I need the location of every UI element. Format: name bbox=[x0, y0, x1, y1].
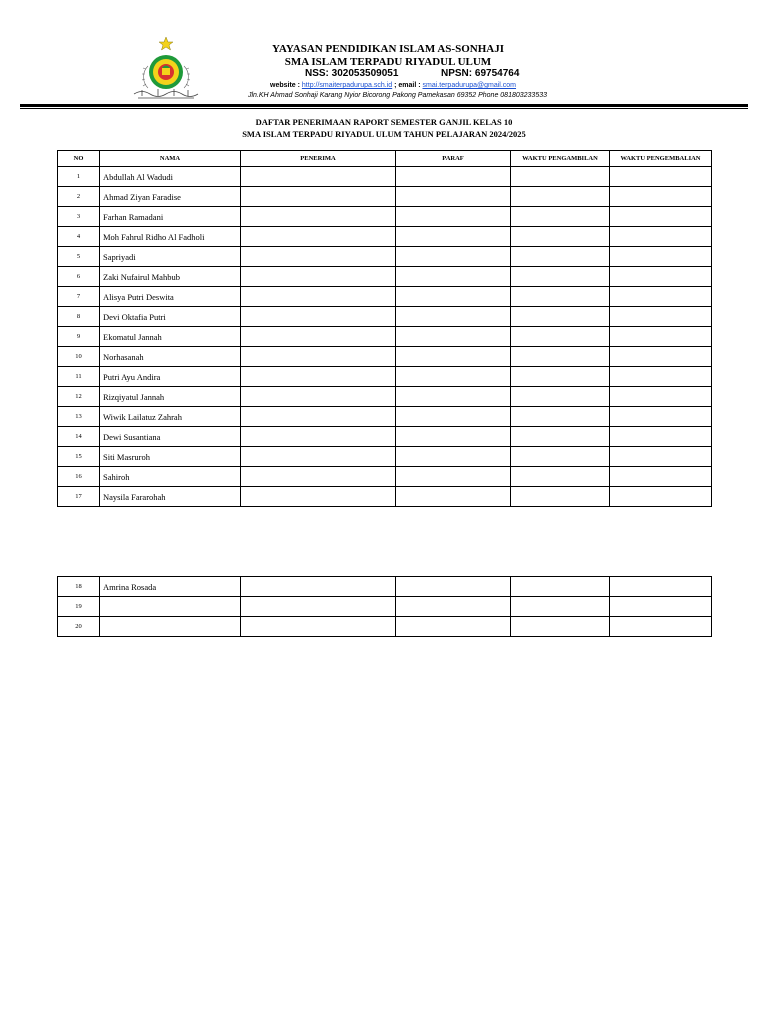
penerima-cell[interactable] bbox=[241, 577, 396, 597]
student-name: Zaki Nufairul Mahbub bbox=[100, 267, 241, 287]
header-nama: NAMA bbox=[100, 151, 241, 167]
waktu-pengambilan-cell[interactable] bbox=[511, 307, 610, 327]
row-number: 4 bbox=[58, 227, 100, 247]
waktu-pengembalian-cell[interactable] bbox=[610, 187, 712, 207]
nss-number: NSS: 302053509051 bbox=[305, 68, 399, 79]
letterhead-divider-thin bbox=[20, 108, 748, 109]
waktu-pengembalian-cell[interactable] bbox=[610, 167, 712, 187]
logo-calligraphy-icon bbox=[134, 89, 198, 98]
student-name: Rizqiyatul Jannah bbox=[100, 387, 241, 407]
student-name: Amrina Rosada bbox=[100, 577, 241, 597]
table-row bbox=[58, 327, 712, 347]
waktu-pengembalian-cell[interactable] bbox=[610, 327, 712, 347]
row-number: 1 bbox=[58, 167, 100, 187]
table-row bbox=[58, 267, 712, 287]
table-row bbox=[58, 617, 712, 637]
waktu-pengambilan-cell[interactable] bbox=[511, 347, 610, 367]
waktu-pengambilan-cell[interactable] bbox=[511, 247, 610, 267]
email-link[interactable]: smai.terpadurupa@gmail.com bbox=[422, 82, 517, 89]
penerima-cell[interactable] bbox=[241, 597, 396, 617]
header-penerima: PENERIMA bbox=[241, 151, 396, 167]
row-number: 17 bbox=[58, 487, 100, 507]
waktu-pengembalian-cell[interactable] bbox=[610, 447, 712, 467]
student-name: Wiwik Lailatuz Zahrah bbox=[100, 407, 241, 427]
waktu-pengembalian-cell[interactable] bbox=[610, 427, 712, 447]
penerima-cell[interactable] bbox=[241, 227, 396, 247]
student-name: Alisya Putri Deswita bbox=[100, 287, 241, 307]
penerima-cell[interactable] bbox=[241, 427, 396, 447]
row-number: 7 bbox=[58, 287, 100, 307]
table-row bbox=[58, 207, 712, 227]
school-ids bbox=[228, 68, 548, 82]
waktu-pengembalian-cell[interactable] bbox=[610, 387, 712, 407]
waktu-pengambilan-cell[interactable] bbox=[511, 427, 610, 447]
paraf-cell[interactable] bbox=[396, 167, 511, 187]
waktu-pengembalian-cell[interactable] bbox=[610, 247, 712, 267]
paraf-cell[interactable] bbox=[396, 327, 511, 347]
table-row bbox=[58, 467, 712, 487]
waktu-pengambilan-cell[interactable] bbox=[511, 227, 610, 247]
student-name: Siti Masruroh bbox=[100, 447, 241, 467]
row-number: 2 bbox=[58, 187, 100, 207]
document-title: DAFTAR PENERIMAAN RAPORT SEMESTER GANJIL KELAS 10 bbox=[255, 117, 513, 127]
table-row bbox=[58, 427, 712, 447]
row-number: 13 bbox=[58, 407, 100, 427]
waktu-pengembalian-cell[interactable] bbox=[610, 207, 712, 227]
row-number: 12 bbox=[58, 387, 100, 407]
paraf-cell[interactable] bbox=[396, 207, 511, 227]
waktu-pengembalian-cell[interactable] bbox=[610, 577, 712, 597]
school-address: Jln.KH Ahmad Sonhaji Karang Nyior Bicorong Pakong Pamekasan 69352 Phone 081803233533 bbox=[248, 92, 548, 99]
student-name: Moh Fahrul Ridho Al Fadholi bbox=[100, 227, 241, 247]
waktu-pengembalian-cell[interactable] bbox=[610, 597, 712, 617]
student-name: Dewi Susantiana bbox=[100, 427, 241, 447]
table-row bbox=[58, 597, 712, 617]
row-number: 18 bbox=[58, 577, 100, 597]
waktu-pengembalian-cell[interactable] bbox=[610, 407, 712, 427]
waktu-pengambilan-cell[interactable] bbox=[511, 617, 610, 637]
report-receipt-table bbox=[57, 150, 712, 507]
penerima-cell[interactable] bbox=[241, 247, 396, 267]
waktu-pengembalian-cell[interactable] bbox=[610, 367, 712, 387]
student-name: Sahiroh bbox=[100, 467, 241, 487]
table-header-row bbox=[58, 151, 712, 167]
waktu-pengambilan-cell[interactable] bbox=[511, 597, 610, 617]
waktu-pengembalian-cell[interactable] bbox=[610, 307, 712, 327]
waktu-pengembalian-cell[interactable] bbox=[610, 267, 712, 287]
waktu-pengambilan-cell[interactable] bbox=[511, 327, 610, 347]
waktu-pengambilan-cell[interactable] bbox=[511, 167, 610, 187]
row-number: 14 bbox=[58, 427, 100, 447]
table-row bbox=[58, 287, 712, 307]
paraf-cell[interactable] bbox=[396, 347, 511, 367]
npsn-number: NPSN: 69754764 bbox=[441, 68, 520, 79]
waktu-pengambilan-cell[interactable] bbox=[511, 367, 610, 387]
student-name: Abdullah Al Wadudi bbox=[100, 167, 241, 187]
logo-star-icon bbox=[159, 37, 173, 50]
penerima-cell[interactable] bbox=[241, 387, 396, 407]
paraf-cell[interactable] bbox=[396, 407, 511, 427]
school-logo bbox=[128, 36, 204, 102]
penerima-cell[interactable] bbox=[241, 207, 396, 227]
foundation-name: YAYASAN PENDIDIKAN ISLAM AS-SONHAJI bbox=[272, 43, 504, 55]
contact-line bbox=[270, 82, 768, 89]
website-label: website : bbox=[270, 82, 302, 89]
row-number: 6 bbox=[58, 267, 100, 287]
penerima-cell[interactable] bbox=[241, 287, 396, 307]
table-row bbox=[58, 367, 712, 387]
table-row bbox=[58, 447, 712, 467]
paraf-cell[interactable] bbox=[396, 427, 511, 447]
row-number: 3 bbox=[58, 207, 100, 227]
waktu-pengambilan-cell[interactable] bbox=[511, 577, 610, 597]
waktu-pengambilan-cell[interactable] bbox=[511, 487, 610, 507]
penerima-cell[interactable] bbox=[241, 167, 396, 187]
student-name: Putri Ayu Andira bbox=[100, 367, 241, 387]
row-number: 20 bbox=[58, 617, 100, 637]
header-no: NO bbox=[58, 151, 100, 167]
letterhead-divider-thick bbox=[20, 104, 748, 107]
student-name: Norhasanah bbox=[100, 347, 241, 367]
table-row bbox=[58, 347, 712, 367]
report-receipt-table-continued bbox=[57, 576, 712, 637]
paraf-cell[interactable] bbox=[396, 467, 511, 487]
penerima-cell[interactable] bbox=[241, 187, 396, 207]
row-number: 15 bbox=[58, 447, 100, 467]
table-row bbox=[58, 307, 712, 327]
student-name: Farhan Ramadani bbox=[100, 207, 241, 227]
student-name: Ekomatul Jannah bbox=[100, 327, 241, 347]
waktu-pengembalian-cell[interactable] bbox=[610, 487, 712, 507]
paraf-cell[interactable] bbox=[396, 617, 511, 637]
waktu-pengembalian-cell[interactable] bbox=[610, 467, 712, 487]
table-row bbox=[58, 487, 712, 507]
row-number: 11 bbox=[58, 367, 100, 387]
penerima-cell[interactable] bbox=[241, 447, 396, 467]
penerima-cell[interactable] bbox=[241, 617, 396, 637]
header-waktu-pengambilan: WAKTU PENGAMBILAN bbox=[511, 151, 610, 167]
penerima-cell[interactable] bbox=[241, 267, 396, 287]
paraf-cell[interactable] bbox=[396, 247, 511, 267]
paraf-cell[interactable] bbox=[396, 307, 511, 327]
penerima-cell[interactable] bbox=[241, 327, 396, 347]
table-row bbox=[58, 187, 712, 207]
paraf-cell[interactable] bbox=[396, 447, 511, 467]
penerima-cell[interactable] bbox=[241, 467, 396, 487]
table-row bbox=[58, 387, 712, 407]
penerima-cell[interactable] bbox=[241, 487, 396, 507]
table-row bbox=[58, 167, 712, 187]
paraf-cell[interactable] bbox=[396, 287, 511, 307]
paraf-cell[interactable] bbox=[396, 187, 511, 207]
student-name bbox=[100, 597, 241, 617]
row-number: 5 bbox=[58, 247, 100, 267]
penerima-cell[interactable] bbox=[241, 347, 396, 367]
email-label: ; email : bbox=[392, 82, 423, 89]
row-number: 9 bbox=[58, 327, 100, 347]
penerima-cell[interactable] bbox=[241, 407, 396, 427]
student-name: Devi Oktafia Putri bbox=[100, 307, 241, 327]
row-number: 10 bbox=[58, 347, 100, 367]
paraf-cell[interactable] bbox=[396, 387, 511, 407]
paraf-cell[interactable] bbox=[396, 577, 511, 597]
paraf-cell[interactable] bbox=[396, 597, 511, 617]
waktu-pengambilan-cell[interactable] bbox=[511, 467, 610, 487]
table-row bbox=[58, 407, 712, 427]
row-number: 8 bbox=[58, 307, 100, 327]
document-subtitle: SMA ISLAM TERPADU RIYADUL ULUM TAHUN PELAJARAN 2024/2025 bbox=[242, 129, 526, 139]
paraf-cell[interactable] bbox=[396, 367, 511, 387]
row-number: 16 bbox=[58, 467, 100, 487]
student-name: Naysila Fararohah bbox=[100, 487, 241, 507]
waktu-pengambilan-cell[interactable] bbox=[511, 287, 610, 307]
waktu-pengambilan-cell[interactable] bbox=[511, 447, 610, 467]
penerima-cell[interactable] bbox=[241, 367, 396, 387]
paraf-cell[interactable] bbox=[396, 487, 511, 507]
waktu-pengembalian-cell[interactable] bbox=[610, 287, 712, 307]
row-number: 19 bbox=[58, 597, 100, 617]
header-waktu-pengembalian: WAKTU PENGEMBALIAN bbox=[610, 151, 712, 167]
table-row bbox=[58, 247, 712, 267]
penerima-cell[interactable] bbox=[241, 307, 396, 327]
waktu-pengembalian-cell[interactable] bbox=[610, 347, 712, 367]
paraf-cell[interactable] bbox=[396, 267, 511, 287]
table-row bbox=[58, 577, 712, 597]
waktu-pengambilan-cell[interactable] bbox=[511, 187, 610, 207]
waktu-pengambilan-cell[interactable] bbox=[511, 387, 610, 407]
waktu-pengambilan-cell[interactable] bbox=[511, 267, 610, 287]
website-link[interactable]: http://smaiterpadurupa.sch.id bbox=[301, 82, 393, 89]
waktu-pengambilan-cell[interactable] bbox=[511, 207, 610, 227]
waktu-pengambilan-cell[interactable] bbox=[511, 407, 610, 427]
school-name: SMA ISLAM TERPADU RIYADUL ULUM bbox=[284, 56, 492, 68]
student-name: Ahmad Ziyan Faradise bbox=[100, 187, 241, 207]
student-name: Sapriyadi bbox=[100, 247, 241, 267]
waktu-pengembalian-cell[interactable] bbox=[610, 617, 712, 637]
header-paraf: PARAF bbox=[396, 151, 511, 167]
table-row bbox=[58, 227, 712, 247]
waktu-pengembalian-cell[interactable] bbox=[610, 227, 712, 247]
student-name bbox=[100, 617, 241, 637]
paraf-cell[interactable] bbox=[396, 227, 511, 247]
